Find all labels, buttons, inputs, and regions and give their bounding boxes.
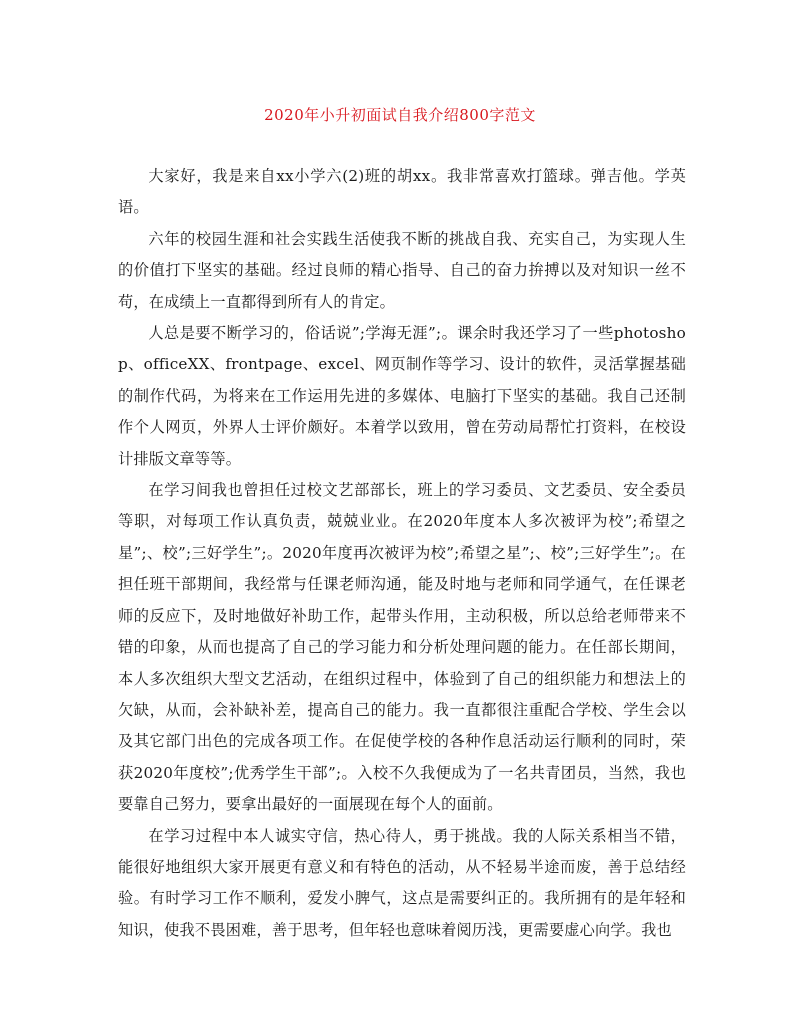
paragraph-campus-life: 六年的校园生涯和社会实践生活使我不断的挑战自我、充实自己，为实现人生的价值打下坚实的基础。经过良师的精心指导、自己的奋力拚搏以及对知识一丝不苟，在成绩上一直都得到所有人的肯定。 bbox=[118, 229, 686, 311]
paragraph-character: 在学习过程中本人诚实守信，热心待人，勇于挑战。我的人际关系相当不错，能很好地组织大家开展更有意义和有特色的活动，从不轻易半途而废，善于总结经验。有时学习工作不顺利，爱发小脾气，这点是需要纠正的。我所拥有的是年轻和知识，使我不畏困难，善于思考，但年轻也意味着阅历浅，更需要虚心向学。我也 bbox=[118, 826, 686, 939]
document-title: 2020年小升初面试自我介绍800字范文 bbox=[264, 106, 536, 124]
paragraph-learning: 人总是要不断学习的，俗话说”;学海无涯”;。课余时我还学习了一些photoshop、officeXX、frontpage、excel、网页制作等学习、设计的软件，灵活掌握基础的制作代码，为将来在工作运用先进的多媒体、电脑打下坚实的基础。我自己还制作个人网页，外界人士评价颇好。本着学以致用，曾在劳动局帮忙打资料，在校设计排版文章等等。 bbox=[118, 324, 686, 468]
paragraph-positions: 在学习间我也曾担任过校文艺部部长，班上的学习委员、文艺委员、安全委员等职，对每项工作认真负责，兢兢业业。在2020年度本人多次被评为校”;希望之星”;、校”;三好学生”;。2020年度再次被评为校”;希望之星”;、校”;三好学生”;。在担任班干部期间，我经常与任课老师沟通，能及时地与老师和同学通气，在任课老师的反应下，及时地做好补助工作，起带头作用，主动积极，所以总给老师带来不错的印象，从而也提高了自己的学习能力和分析处理问题的能力。在任部长期间，本人多次组织大型文艺活动，在组织过程中，体验到了自己的组织能力和想法上的欠缺，从而，会补缺补差，提高自己的能力。我一直都很注重配合学校、学生会以及其它部门出色的完成各项工作。在促使学校的各种作息活动运行顺利的同时，荣获2020年度校”;优秀学生干部”;。入校不久我便成为了一名共青团员，当然，我也要靠自己努力，要拿出最好的一面展现在每个人的面前。 bbox=[118, 481, 686, 814]
paragraph-intro: 大家好，我是来自xx小学六(2)班的胡xx。我非常喜欢打篮球。弹吉他。学英语。 bbox=[118, 167, 686, 217]
document-body bbox=[118, 161, 686, 946]
